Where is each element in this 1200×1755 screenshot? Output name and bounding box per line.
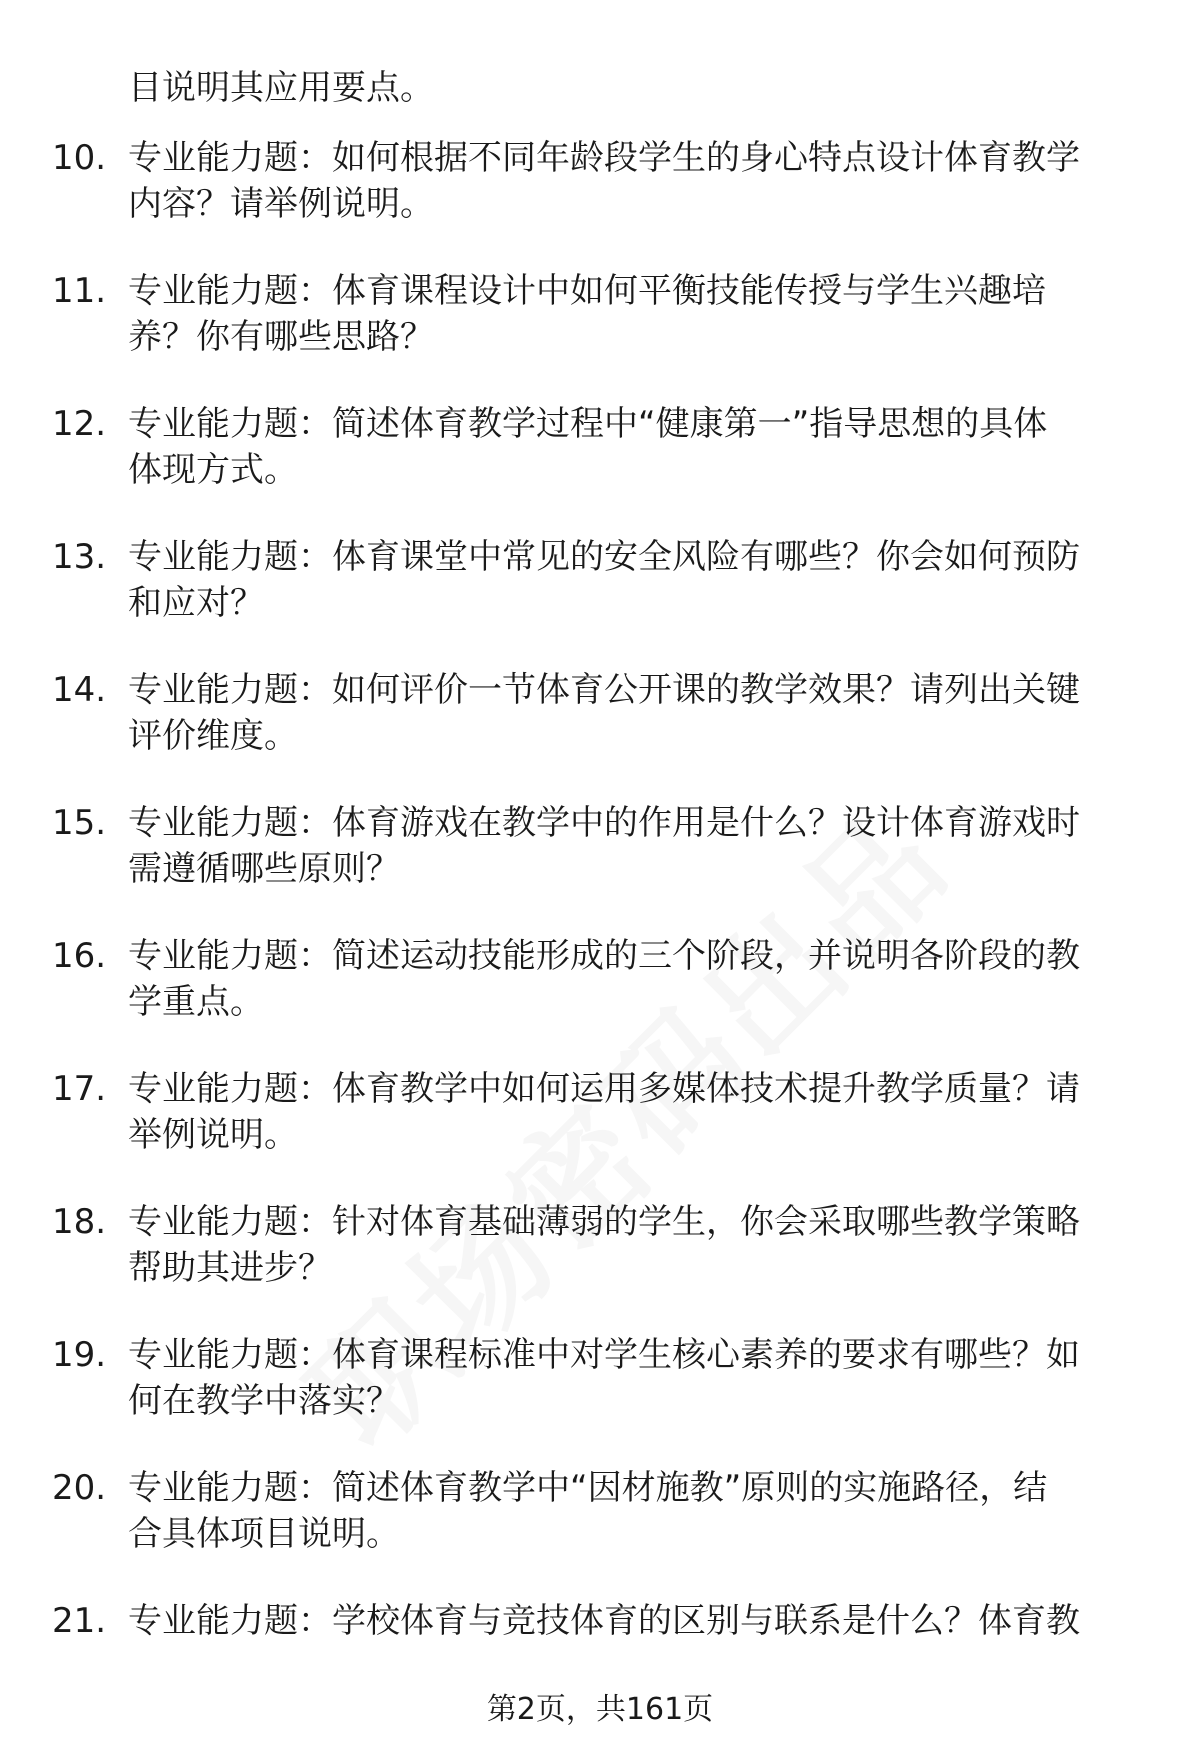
question-text-line: 专业能力题：简述体育教学过程中“健康第一”指导思想的具体 [128, 404, 1048, 444]
question-item [0, 1196, 1200, 1294]
question-item [0, 398, 1200, 496]
question-number: 17. [52, 1069, 107, 1109]
question-text-line: 专业能力题：体育教学中如何运用多媒体技术提升教学质量？请 [128, 1069, 1080, 1109]
question-text-line: 体现方式。 [128, 450, 298, 490]
question-text-line: 专业能力题：简述运动技能形成的三个阶段，并说明各阶段的教 [128, 936, 1080, 976]
question-text-line: 学重点。 [128, 982, 264, 1022]
question-item [0, 265, 1200, 363]
question-text-line: 专业能力题：体育课堂中常见的安全风险有哪些？你会如何预防 [128, 537, 1080, 577]
question-item [0, 1462, 1200, 1560]
question-item [0, 930, 1200, 1028]
question-number: 15. [52, 803, 107, 843]
question-text-line: 养？你有哪些思路？ [128, 317, 434, 357]
question-number: 12. [52, 404, 107, 444]
question-text-line: 专业能力题：简述体育教学中“因材施教”原则的实施路径，结 [128, 1468, 1048, 1508]
question-item [0, 1063, 1200, 1161]
question-text-line: 专业能力题：如何根据不同年龄段学生的身心特点设计体育教学 [128, 138, 1080, 178]
continued-question-text: 目说明其应用要点。 [128, 68, 434, 108]
question-number: 18. [52, 1202, 107, 1242]
question-number: 14. [52, 670, 107, 710]
question-text-line: 专业能力题：体育游戏在教学中的作用是什么？设计体育游戏时 [128, 803, 1080, 843]
question-item [0, 132, 1200, 230]
question-item [0, 531, 1200, 629]
question-item [0, 797, 1200, 895]
question-text-line: 专业能力题：学校体育与竞技体育的区别与联系是什么？体育教 [128, 1601, 1080, 1641]
question-number: 20. [52, 1468, 107, 1508]
question-number: 21. [52, 1601, 107, 1641]
question-text-line: 何在教学中落实？ [128, 1381, 400, 1421]
question-text-line: 需遵循哪些原则？ [128, 849, 400, 889]
question-text-line: 专业能力题：如何评价一节体育公开课的教学效果？请列出关键 [128, 670, 1080, 710]
question-item [0, 1595, 1200, 1693]
question-text-line: 和应对？ [128, 583, 264, 623]
question-text-line: 合具体项目说明。 [128, 1514, 400, 1554]
question-text-line: 专业能力题：针对体育基础薄弱的学生，你会采取哪些教学策略 [128, 1202, 1080, 1242]
page-number-footer: 第2页，共161页 [486, 1692, 714, 1727]
question-text-line: 专业能力题：体育课程设计中如何平衡技能传授与学生兴趣培 [128, 271, 1046, 311]
question-text-line: 帮助其进步？ [128, 1248, 332, 1288]
question-text-line: 评价维度。 [128, 716, 298, 756]
question-text-line: 举例说明。 [128, 1115, 298, 1155]
question-item [0, 1329, 1200, 1427]
question-text-line: 专业能力题：体育课程标准中对学生核心素养的要求有哪些？如 [128, 1335, 1080, 1375]
question-number: 19. [52, 1335, 107, 1375]
question-number: 13. [52, 537, 107, 577]
question-item [0, 664, 1200, 762]
question-number: 10. [52, 138, 107, 178]
question-list [0, 132, 1200, 1728]
question-number: 16. [52, 936, 107, 976]
question-number: 11. [52, 271, 107, 311]
question-text-line: 内容？请举例说明。 [128, 184, 434, 224]
